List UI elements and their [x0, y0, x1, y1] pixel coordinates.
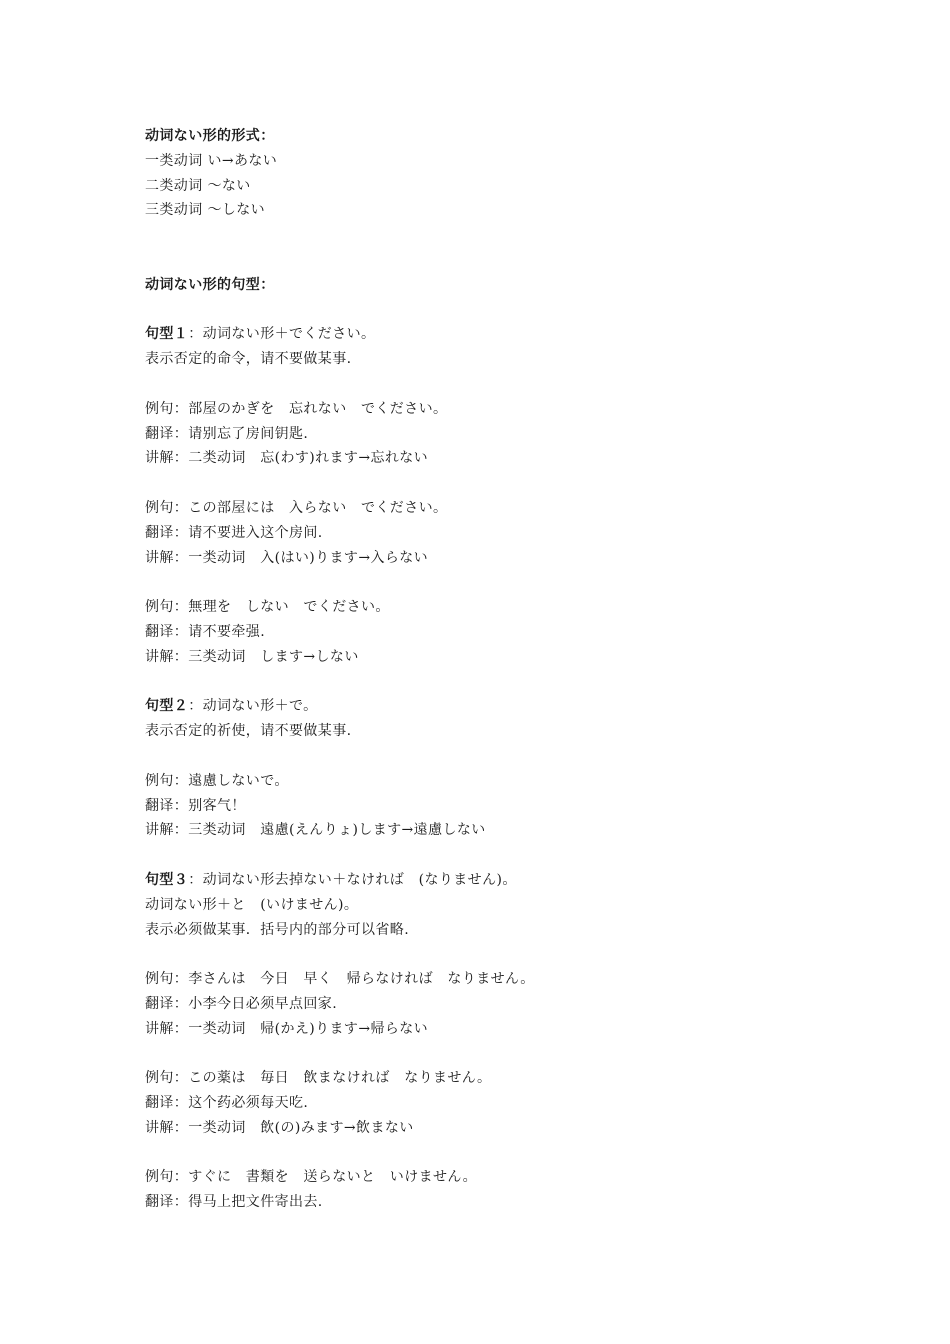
example-explanation: 讲解：二类动词 忘(わす)れます→忘れない: [145, 450, 429, 467]
example-sentence: 例句：部屋のかぎを 忘れない でください。: [145, 400, 448, 417]
example-explanation: 讲解：三类动词 遠慮(えんりょ)します→遠慮しない: [145, 822, 486, 839]
example-translation: 翻译：别客气！: [145, 797, 246, 814]
form-heading: 动词ない形的形式：: [145, 128, 275, 144]
example-translation: 翻译：请不要牵强.: [145, 623, 266, 640]
example-translation: 翻译：小李今日必须早点回家.: [145, 995, 338, 1012]
form-line-1: 一类动词 い→あない: [145, 152, 278, 169]
pattern-1-desc: 表示否定的命令，请不要做某事.: [145, 351, 352, 368]
example-explanation: 讲解：三类动词 します→しない: [145, 648, 359, 665]
pattern-2-text: ：动词ない形＋で。: [188, 698, 318, 715]
example-sentence: 例句：無理を しない でください。: [145, 599, 390, 616]
example-sentence: 例句：この薬は 毎日 飲まなければ なりません。: [145, 1070, 492, 1087]
example-translation: 翻译：这个药必须每天吃.: [145, 1095, 309, 1112]
pattern-1-title: [145, 322, 905, 347]
form-line-3: 三类动词 ～しない: [145, 202, 266, 219]
pattern-1-label: 句型１: [145, 326, 189, 343]
form-line-2: 二类动词 ～ない: [145, 177, 251, 194]
example-translation: 翻译：得马上把文件寄出去.: [145, 1194, 323, 1211]
example-sentence: 例句：この部屋には 入らない でください。: [145, 499, 448, 516]
example-explanation: 讲解：一类动词 入(はい)ります→入らない: [145, 549, 429, 566]
example-sentence: 例句：李さんは 今日 早く 帰らなければ なりません。: [145, 971, 535, 988]
pattern-3-text: ：动词ない形去掉ない＋なければ (なりません)。: [188, 871, 517, 888]
pattern-2-label: 句型２: [145, 698, 189, 715]
pattern-2-desc: 表示否定的祈使，请不要做某事.: [145, 723, 352, 740]
pattern-3-desc: 表示必须做某事．括号内的部分可以省略.: [145, 921, 410, 938]
example-translation: 翻译：请别忘了房间钥匙.: [145, 425, 309, 442]
example-explanation: 讲解：一类动词 飲(の)みます→飲まない: [145, 1119, 414, 1136]
pattern-2-title: [145, 694, 905, 719]
example-translation: 翻译：请不要进入这个房间.: [145, 524, 323, 541]
document-body: [145, 124, 905, 1215]
pattern-3-title: [145, 868, 905, 893]
pattern-3-text-2: 动词ない形＋と (いけません)。: [145, 896, 359, 913]
pattern-3-label: 句型３: [145, 871, 189, 888]
example-explanation: 讲解：一类动词 帰(かえ)ります→帰らない: [145, 1020, 429, 1037]
pattern-1-text: ：动词ない形＋でください。: [188, 326, 376, 343]
example-sentence: 例句：すぐに 書類を 送らないと いけません。: [145, 1169, 478, 1186]
example-sentence: 例句：遠慮しないで。: [145, 772, 289, 789]
pattern-heading: 动词ない形的句型：: [145, 276, 275, 293]
